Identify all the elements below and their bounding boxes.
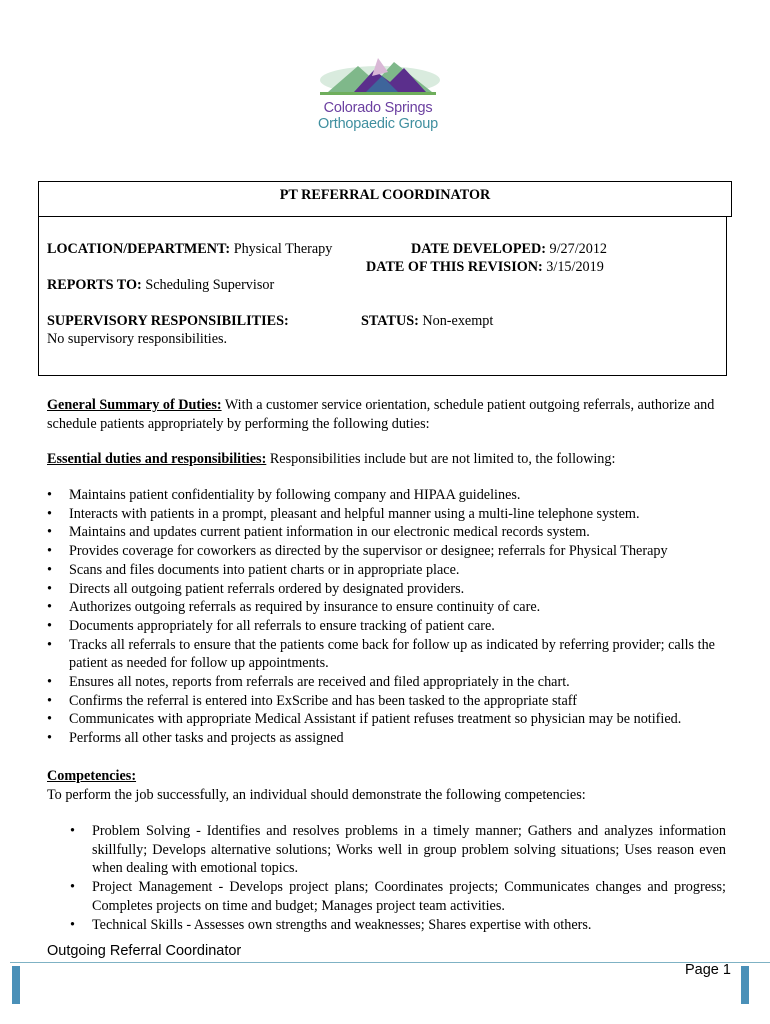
- duty-item: • Ensures all notes, reports from referrals are received and filed appropriately in the chart.: [47, 673, 727, 692]
- date-revision-label: DATE OF THIS REVISION:: [366, 259, 543, 275]
- summary-heading: General Summary of Duties:: [47, 397, 222, 413]
- date-developed-row: [411, 240, 607, 259]
- duty-item: • Authorizes outgoing referrals as required by insurance to ensure continuity of care.: [47, 598, 727, 617]
- competency-item: • Problem Solving - Identifies and resolves problems in a timely manner; Gathers and analyzes information skillfully; Develops alternative solutions; Works well in group problem solving situations; Uses reason even when dealing with emotional topics.: [70, 822, 726, 878]
- location-row: [47, 240, 332, 259]
- location-label: LOCATION/DEPARTMENT:: [47, 241, 231, 257]
- date-developed-value: 9/27/2012: [549, 241, 608, 257]
- date-revision-value: 3/15/2019: [546, 259, 604, 275]
- duty-item: • Tracks all referrals to ensure that the patients come back for follow up as indicated by referring provider; calls the patient as needed for follow up appointments.: [47, 636, 727, 673]
- logo-line-2: Orthopaedic Group: [318, 116, 438, 132]
- footer-right-bar: [741, 966, 749, 1004]
- footer-left-bar: [12, 966, 20, 1004]
- status-row: [361, 312, 493, 331]
- general-summary: [47, 396, 727, 433]
- competency-item: • Project Management - Develops project plans; Coordinates projects; Communicates changes and progress; Completes projects on time and budget; Manages project team activities.: [70, 878, 726, 915]
- duties-intro: Responsibilities include but are not limited to, the following:: [269, 451, 616, 467]
- duty-item: • Provides coverage for coworkers as directed by the supervisor or designee; referrals for Physical Therapy: [47, 542, 727, 561]
- location-value: Physical Therapy: [233, 241, 333, 257]
- duty-item: • Maintains patient confidentiality by following company and HIPAA guidelines.: [47, 486, 727, 505]
- status-value: Non-exempt: [422, 313, 494, 329]
- page-number: Page 1: [685, 962, 731, 978]
- duty-item: • Communicates with appropriate Medical Assistant if patient refuses treatment so physician may be notified.: [47, 710, 727, 729]
- status-label: STATUS:: [361, 313, 419, 329]
- supervisory-value: No supervisory responsibilities.: [47, 331, 228, 347]
- reports-to-value: Scheduling Supervisor: [145, 277, 275, 293]
- duties-list: [47, 486, 727, 748]
- duty-item: • Interacts with patients in a prompt, pleasant and helpful manner using a multi-line telephone system.: [47, 505, 727, 524]
- reports-to-row: [47, 276, 274, 295]
- footer-divider: [10, 962, 770, 963]
- duty-item: • Maintains and updates current patient information in our electronic medical records system.: [47, 523, 727, 542]
- competency-item: • Technical Skills - Assesses own strengths and weaknesses; Shares expertise with others.: [70, 916, 726, 935]
- reports-to-label: REPORTS TO:: [47, 277, 142, 293]
- competencies-heading: Competencies:: [47, 768, 137, 784]
- mountain-logo-icon: [308, 52, 448, 102]
- supervisory-label: SUPERVISORY RESPONSIBILITIES:: [47, 313, 289, 329]
- duties-heading-row: [47, 450, 727, 469]
- duty-item: • Performs all other tasks and projects as assigned: [47, 729, 727, 748]
- competencies-intro: To perform the job successfully, an individual should demonstrate the following competencies:: [47, 787, 586, 803]
- job-title-box: [38, 181, 732, 217]
- duty-item: • Scans and files documents into patient charts or in appropriate place.: [47, 561, 727, 580]
- duty-item: • Documents appropriately for all referrals to ensure tracking of patient care.: [47, 617, 727, 636]
- company-logo: [308, 52, 448, 134]
- date-revision-row: [366, 258, 604, 277]
- duty-item: • Directs all outgoing patient referrals ordered by designated providers.: [47, 580, 727, 599]
- footer-doc-title: Outgoing Referral Coordinator: [47, 943, 242, 959]
- logo-line-1: Colorado Springs: [323, 100, 433, 116]
- date-developed-label: DATE DEVELOPED:: [411, 241, 546, 257]
- competencies-list: [70, 822, 726, 934]
- duty-item: • Confirms the referral is entered into ExScribe and has been tasked to the appropriate staff: [47, 692, 727, 711]
- job-title: PT REFERRAL COORDINATOR: [279, 187, 491, 203]
- summary-text: With a customer service orientation, schedule patient outgoing referrals, authorize and schedule patients appropriately by performing the following duties:: [47, 397, 715, 432]
- duties-heading: Essential duties and responsibilities:: [47, 451, 267, 467]
